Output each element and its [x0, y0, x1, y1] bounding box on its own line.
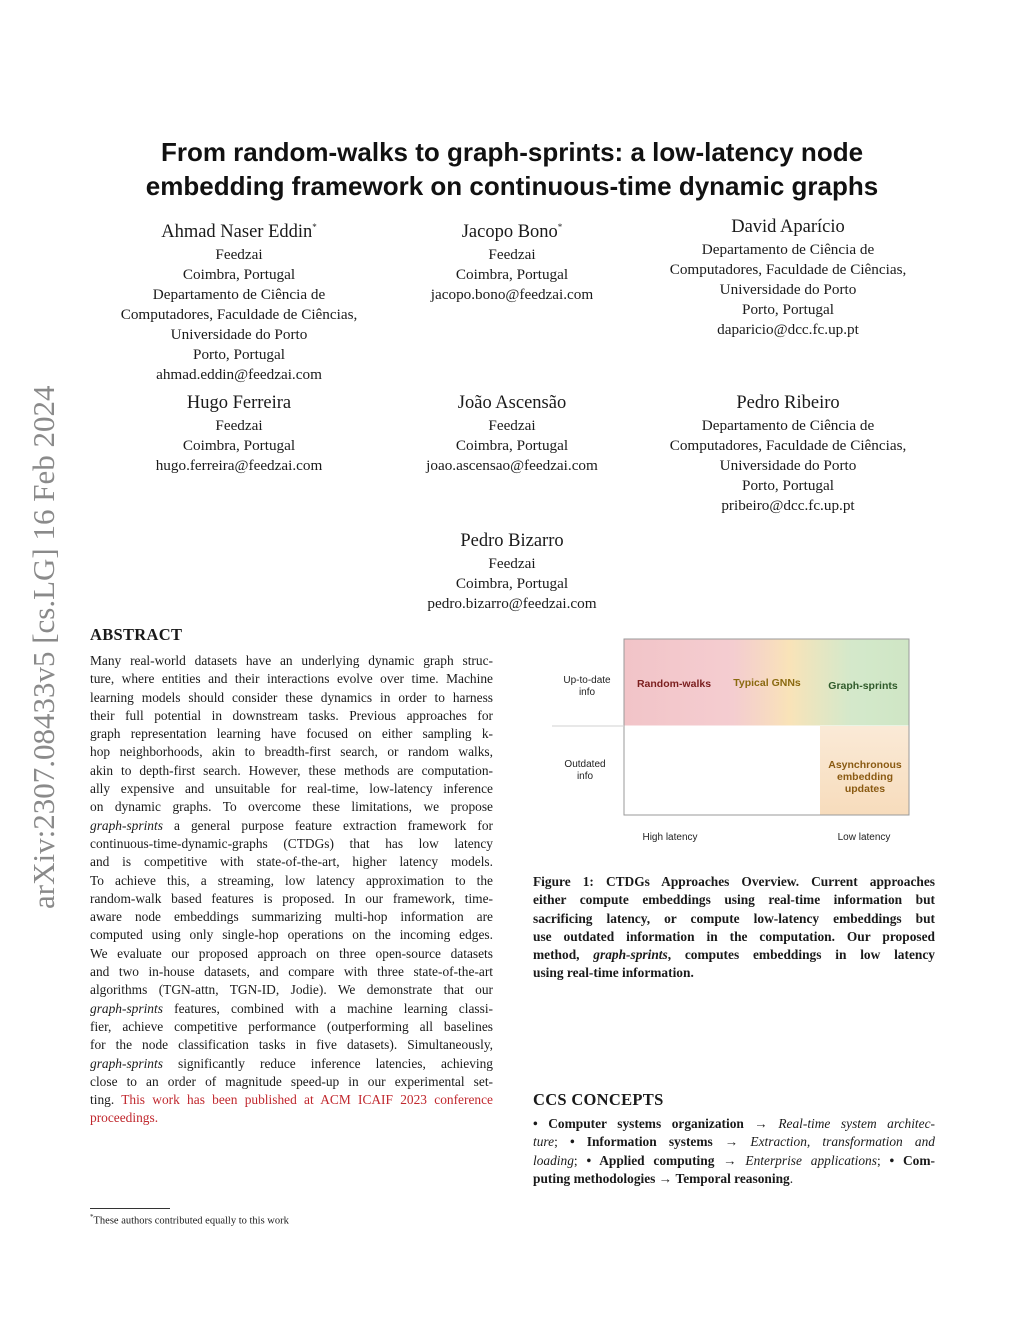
author-affiliation: Porto, Portugal: [742, 301, 834, 318]
author-block: [392, 529, 632, 614]
abstract-line: continuous-time-dynamic-graphs (CTDGs) that has low latency: [90, 835, 493, 851]
abstract-line: and is competitive with state-of-the-art, higher latency models.: [90, 854, 493, 870]
abstract-line: aware node embeddings summarizing multi-hop information are: [90, 909, 493, 925]
row-label-up-to-date: info: [578, 687, 596, 698]
abstract-line: Many real-world datasets have an underlying dynamic graph struc-: [90, 653, 493, 668]
abstract-line: close to an order of magnitude speed-up in our experimental set-: [90, 1073, 493, 1089]
abstract-line: random-walk based features is proposed. In our framework, time-: [90, 890, 493, 906]
author-affiliation: Feedzai: [488, 246, 536, 264]
author-affiliation: Coimbra, Portugal: [455, 437, 569, 454]
author-name: Jacopo Bono*: [461, 222, 563, 243]
author-affiliation: Porto, Portugal: [193, 346, 285, 364]
author-block: [90, 391, 388, 476]
ccs-concepts: [533, 1115, 935, 1188]
cell-random-walks: Random-walks: [636, 678, 712, 690]
caption-line: use outdated information in the computation. Our proposed: [533, 928, 935, 944]
row-label-up-to-date: Up-to-date: [563, 675, 611, 686]
abstract-line: ally expensive and unsuitable for real-time, low-latency inference: [90, 781, 493, 797]
footnote-rule: [90, 1208, 170, 1209]
author-affiliation: Departamento de Ciência de: [152, 286, 326, 304]
author-affiliation: Universidade do Porto: [719, 281, 857, 298]
abstract-line: graph-sprints features, combined with a machine learning classi-: [90, 1000, 493, 1016]
abstract-line: graph-sprints a general purpose feature extraction framework for: [90, 817, 493, 833]
author-name: David Aparício: [731, 217, 845, 237]
abstract-line: computed using only single-hop operations on the incoming edges.: [90, 927, 493, 943]
row-label-outdated: info: [576, 771, 594, 782]
cell-graph-sprints: Graph-sprints: [828, 680, 898, 692]
author-affiliation: Coimbra, Portugal: [182, 437, 296, 454]
abstract-line: for the node classification tasks in five datasets). Simultaneously,: [90, 1037, 493, 1053]
author-affiliation: Feedzai: [215, 417, 263, 434]
author-block: [392, 391, 632, 476]
abstract-line: their full potential in downstream tasks. Previous approaches for: [90, 707, 493, 723]
author-affiliation: Feedzai: [488, 555, 536, 572]
abstract-heading: ABSTRACT: [90, 625, 183, 644]
col-label-low-latency: Low latency: [837, 832, 891, 843]
author-email: jacopo.bono@feedzai.com: [430, 286, 594, 304]
caption-line: Figure 1: CTDGs Approaches Overview. Current approaches: [533, 874, 935, 889]
abstract-line: graph-sprints significantly reduce inference latencies, achieving: [90, 1055, 493, 1071]
abstract-line: on dynamic graphs. To overcome these limitations, we propose: [90, 799, 493, 815]
author-name: Hugo Ferreira: [186, 393, 292, 413]
abstract-line: learning models should consider these dynamics in order to harness: [90, 689, 493, 705]
abstract-line: To achieve this, a streaming, low latency approximation to the: [90, 872, 493, 888]
caption-line: using real-time information.: [533, 965, 694, 981]
author-email: hugo.ferreira@feedzai.com: [155, 457, 323, 474]
author-name: Pedro Ribeiro: [736, 393, 840, 413]
cell-async-updates: Asynchronous: [828, 759, 902, 771]
cell-typical-gnns: Typical GNNs: [733, 677, 801, 689]
publication-link[interactable]: This work has been published at ACM ICAIF 2023 conference: [121, 1092, 493, 1108]
abstract-line: akin to depth-first search. However, these methods are computation-: [90, 762, 493, 778]
ccs-line: puting methodologies → Temporal reasoning.: [533, 1170, 794, 1186]
author-block: [640, 391, 936, 516]
arxiv-identifier: arXiv:2307.08433v5 [cs.LG] 16 Feb 2024: [26, 385, 61, 910]
publication-link[interactable]: proceedings.: [90, 1110, 159, 1126]
abstract-line: fier, achieve competitive performance (outperforming all baselines: [90, 1018, 493, 1034]
author-affiliation: Coimbra, Portugal: [182, 266, 296, 284]
paper-title: [100, 135, 924, 203]
author-affiliation: Coimbra, Portugal: [455, 266, 569, 284]
abstract-line: We evaluate our proposed approach on three open-source datasets: [90, 945, 493, 961]
ccs-line: ture; • Information systems → Extraction, transformation and: [533, 1134, 935, 1150]
author-block: [640, 215, 936, 340]
author-affiliation: Universidade do Porto: [719, 457, 857, 474]
title-line-1: From random-walks to graph-sprints: a low-latency node: [160, 137, 864, 167]
caption-line: either compute embeddings using real-time information but: [533, 892, 935, 908]
author-name: Ahmad Naser Eddin*: [161, 222, 317, 243]
author-name: Pedro Bizarro: [460, 531, 564, 551]
abstract-line: graph representation learning have focused on either sampling k-: [90, 726, 493, 742]
abstract-line: ture, where entities and their interactions evolve over time. Machine: [90, 671, 493, 687]
ccs-line: • Computer systems organization → Real-time system architec-: [533, 1116, 935, 1131]
author-affiliation: Porto, Portugal: [742, 477, 834, 494]
author-email: daparicio@dcc.fc.up.pt: [717, 321, 859, 338]
author-affiliation: Computadores, Faculdade de Ciências,: [669, 437, 907, 454]
abstract-body: [90, 652, 493, 1128]
author-affiliation: Computadores, Faculdade de Ciências,: [120, 306, 358, 324]
col-label-high-latency: High latency: [642, 832, 698, 843]
ccs-line: loading; • Applied computing → Enterprise applications; • Com-: [533, 1152, 935, 1168]
author-block: [90, 215, 388, 385]
abstract-line: hop neighborhoods, akin to breadth-first search, or random walks,: [90, 744, 493, 760]
author-email: joao.ascensao@feedzai.com: [426, 457, 598, 474]
author-block: [392, 215, 632, 305]
row-label-outdated: Outdated: [564, 759, 606, 770]
cell-async-updates: embedding: [836, 771, 894, 783]
author-email: ahmad.eddin@feedzai.com: [156, 366, 322, 384]
author-email: pribeiro@dcc.fc.up.pt: [721, 497, 855, 514]
caption-line: method, graph-sprints, computes embeddings in low latency: [533, 947, 935, 963]
figure-caption: [533, 873, 935, 983]
author-affiliation: Feedzai: [488, 417, 536, 434]
author-affiliation: Departamento de Ciência de: [701, 417, 875, 434]
abstract-line: and two in-house datasets, and compare with three state-of-the-art: [90, 964, 493, 980]
author-email: pedro.bizarro@feedzai.com: [427, 595, 597, 612]
figure-ctdg-overview: [540, 630, 940, 855]
title-line-2: embedding framework on continuous-time dynamic graphs: [145, 171, 879, 201]
author-affiliation: Feedzai: [215, 246, 263, 264]
footnote: *These authors contributed equally to this work: [90, 1213, 289, 1227]
author-affiliation: Computadores, Faculdade de Ciências,: [669, 261, 907, 278]
abstract-line: algorithms (TGN-attn, TGN-ID, Jodie). We demonstrate that our: [90, 982, 493, 998]
caption-line: sacrificing latency, or compute low-latency embeddings but: [533, 910, 935, 926]
author-affiliation: Universidade do Porto: [170, 326, 308, 344]
ccs-heading: CCS CONCEPTS: [533, 1090, 664, 1109]
author-affiliation: Coimbra, Portugal: [455, 575, 569, 592]
cell-async-updates: updates: [844, 783, 886, 795]
author-name: João Ascensão: [457, 393, 567, 413]
abstract-line: ting. This work has been published at ACM ICAIF 2023 conference: [90, 1092, 493, 1108]
author-affiliation: Departamento de Ciência de: [701, 241, 875, 258]
